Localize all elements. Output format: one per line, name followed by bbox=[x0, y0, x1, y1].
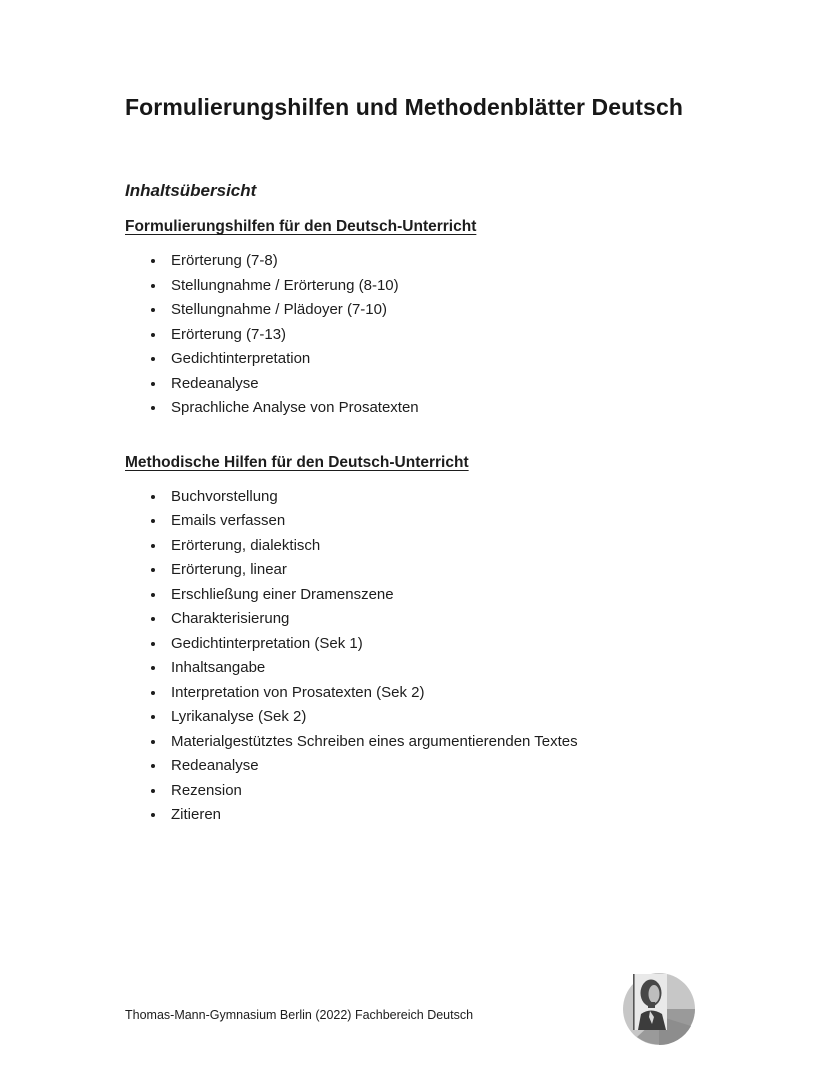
list-item: • Buchvorstellung bbox=[166, 485, 718, 510]
section-heading-methodische-hilfen: Methodische Hilfen für den Deutsch-Unterricht bbox=[125, 453, 469, 471]
list-item: • Materialgestütztes Schreiben eines argumentierenden Textes bbox=[166, 730, 718, 755]
methodische-hilfen-list bbox=[125, 485, 718, 828]
toc-heading: Inhaltsübersicht bbox=[125, 181, 257, 200]
thomas-mann-portrait-logo bbox=[621, 972, 697, 1046]
list-item: • Redeanalyse bbox=[166, 754, 718, 779]
section-methodische-hilfen bbox=[125, 453, 718, 828]
list-item: • Erörterung (7-8) bbox=[166, 249, 718, 274]
list-item: • Erörterung, dialektisch bbox=[166, 534, 718, 559]
list-item: • Rezension bbox=[166, 779, 718, 804]
list-item: • Charakterisierung bbox=[166, 607, 718, 632]
list-item: • Stellungnahme / Erörterung (8-10) bbox=[166, 274, 718, 299]
list-item: • Erörterung, linear bbox=[166, 558, 718, 583]
list-item: • Inhaltsangabe bbox=[166, 656, 718, 681]
list-item: • Gedichtinterpretation (Sek 1) bbox=[166, 632, 718, 657]
list-item: • Emails verfassen bbox=[166, 509, 718, 534]
list-item: • Gedichtinterpretation bbox=[166, 347, 718, 372]
list-item: • Sprachliche Analyse von Prosatexten bbox=[166, 396, 718, 421]
portrait-logo-icon bbox=[621, 972, 697, 1046]
list-item: • Interpretation von Prosatexten (Sek 2) bbox=[166, 681, 718, 706]
list-item: • Lyrikanalyse (Sek 2) bbox=[166, 705, 718, 730]
footer-text: Thomas-Mann-Gymnasium Berlin (2022) Fachbereich Deutsch bbox=[125, 1008, 474, 1022]
list-item: • Zitieren bbox=[166, 803, 718, 828]
list-item: • Erschließung einer Dramenszene bbox=[166, 583, 718, 608]
formulierungshilfen-list bbox=[125, 249, 718, 421]
page-title: Formulierungshilfen und Methodenblätter Deutsch bbox=[125, 94, 683, 120]
section-heading-formulierungshilfen: Formulierungshilfen für den Deutsch-Unterricht bbox=[125, 218, 477, 235]
list-item: • Erörterung (7-13) bbox=[166, 323, 718, 348]
section-formulierungshilfen bbox=[125, 217, 718, 421]
list-item: • Redeanalyse bbox=[166, 372, 718, 397]
list-item: • Stellungnahme / Plädoyer (7-10) bbox=[166, 298, 718, 323]
